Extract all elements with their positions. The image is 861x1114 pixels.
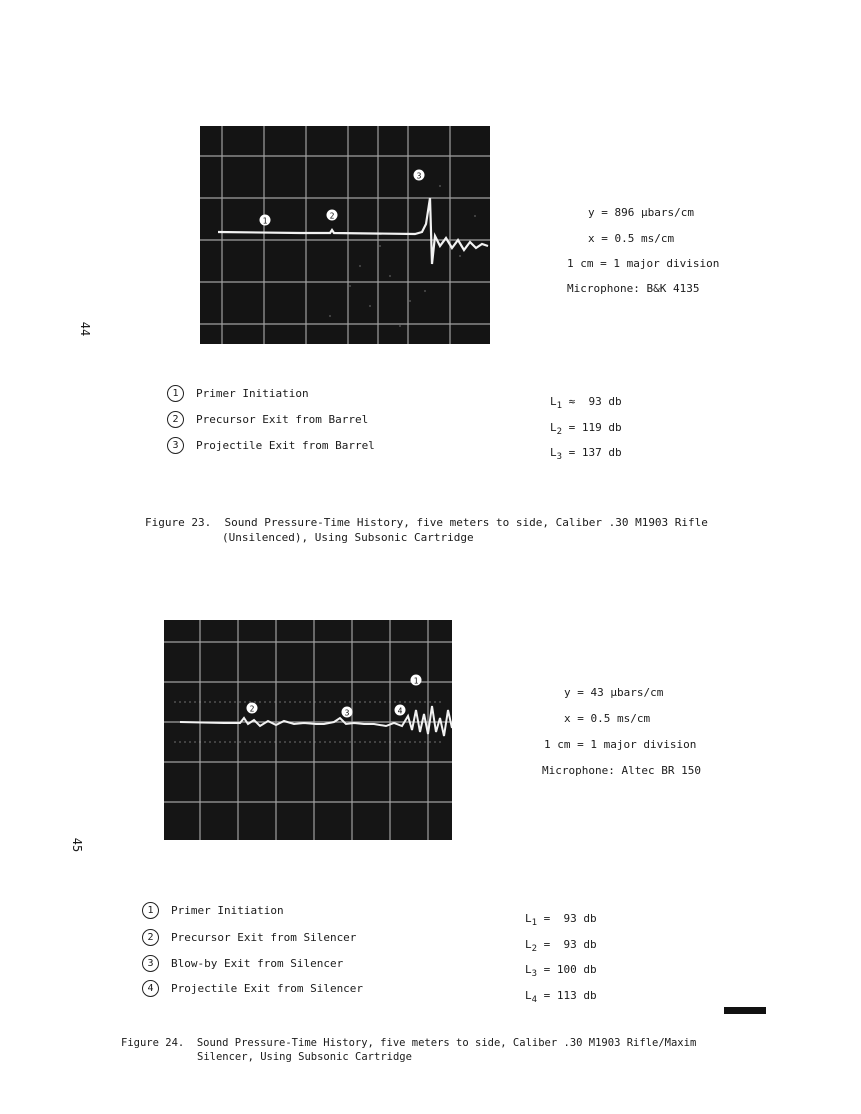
fig24-legend-number: 4: [142, 980, 159, 997]
fig24-level-1: $L_1 = 93$ db: [525, 912, 597, 929]
fig24-level-2: $L_2 = 93$ db: [525, 938, 597, 955]
fig23-level-3: $L_3 = 137$ db: [550, 446, 622, 463]
fig24-marker-1: 1: [413, 676, 419, 686]
fig24-microphone: Microphone: Altec BR 150: [542, 764, 701, 777]
fig23-level-2: $L_2 = 119$ db: [550, 421, 622, 438]
fig24-marker-3: 3: [344, 708, 350, 718]
fig24-level-3: $L_3 = 100$ db: [525, 963, 597, 980]
fig23-marker-1: 1: [262, 216, 268, 226]
fig24-level-4: $L_4 = 113$ db: [525, 989, 597, 1006]
fig24-legend-item: [142, 980, 363, 997]
fig23-legend-number: 2: [167, 411, 184, 428]
oscilloscope-trace-fig24: [164, 620, 452, 840]
fig23-legend-label: Projectile Exit from Barrel: [196, 439, 375, 452]
fig23-legend-item: [167, 437, 375, 454]
fig24-legend-label: Blow-by Exit from Silencer: [171, 957, 344, 970]
fig23-legend-label: Primer Initiation: [196, 387, 309, 400]
fig24-y-scale: y = 43 µbars/cm: [564, 686, 664, 699]
fig23-y-scale: y = 896 µbars/cm: [588, 206, 694, 219]
fig24-legend-number: 1: [142, 902, 159, 919]
fig24-legend-label: Projectile Exit from Silencer: [171, 982, 364, 995]
fig23-legend-number: 3: [167, 437, 184, 454]
page-number-44: 44: [78, 321, 93, 337]
fig23-level-1: $L_1 \approx 93$ db: [550, 395, 622, 412]
fig23-microphone: Microphone: B&K 4135: [567, 282, 700, 295]
fig24-legend-label: Precursor Exit from Silencer: [171, 931, 357, 944]
fig24-caption-line1: Figure 24. Sound Pressure-Time History, five meters to side, Caliber .30 M1903 Rifle/Maxim: [121, 1037, 697, 1049]
fig23-legend-label: Precursor Exit from Barrel: [196, 413, 369, 426]
fig24-legend-item: [142, 929, 356, 946]
fig24-legend-label: Primer Initiation: [171, 904, 284, 917]
fig23-legend-item: [167, 385, 309, 402]
scan-edge-mark: [724, 1007, 766, 1014]
fig24-x-scale: x = 0.5 ms/cm: [564, 712, 651, 725]
fig23-legend-item: [167, 411, 368, 428]
oscilloscope-photo-fig23: [200, 126, 490, 344]
fig24-caption-line2: Silencer, Using Subsonic Cartridge: [197, 1051, 412, 1063]
page-number-45: 45: [70, 837, 85, 853]
fig23-marker-3: 3: [416, 171, 422, 181]
fig23-caption-line2: (Unsilenced), Using Subsonic Cartridge: [222, 531, 474, 544]
fig23-marker-2: 2: [329, 211, 335, 221]
fig23-caption-line1: Figure 23. Sound Pressure-Time History, five meters to side, Caliber .30 M1903 Rifle: [145, 516, 708, 529]
fig24-marker-2: 2: [249, 704, 255, 714]
oscilloscope-trace-fig23: [200, 126, 490, 344]
fig24-legend-item: [142, 902, 284, 919]
fig23-x-scale: x = 0.5 ms/cm: [588, 232, 675, 245]
fig23-legend-number: 1: [167, 385, 184, 402]
fig23-division: 1 cm = 1 major division: [567, 257, 720, 270]
fig24-division: 1 cm = 1 major division: [544, 738, 697, 751]
fig24-legend-item: [142, 955, 343, 972]
fig24-marker-4: 4: [397, 706, 403, 716]
oscilloscope-photo-fig24: [164, 620, 452, 840]
fig24-legend-number: 2: [142, 929, 159, 946]
fig24-legend-number: 3: [142, 955, 159, 972]
